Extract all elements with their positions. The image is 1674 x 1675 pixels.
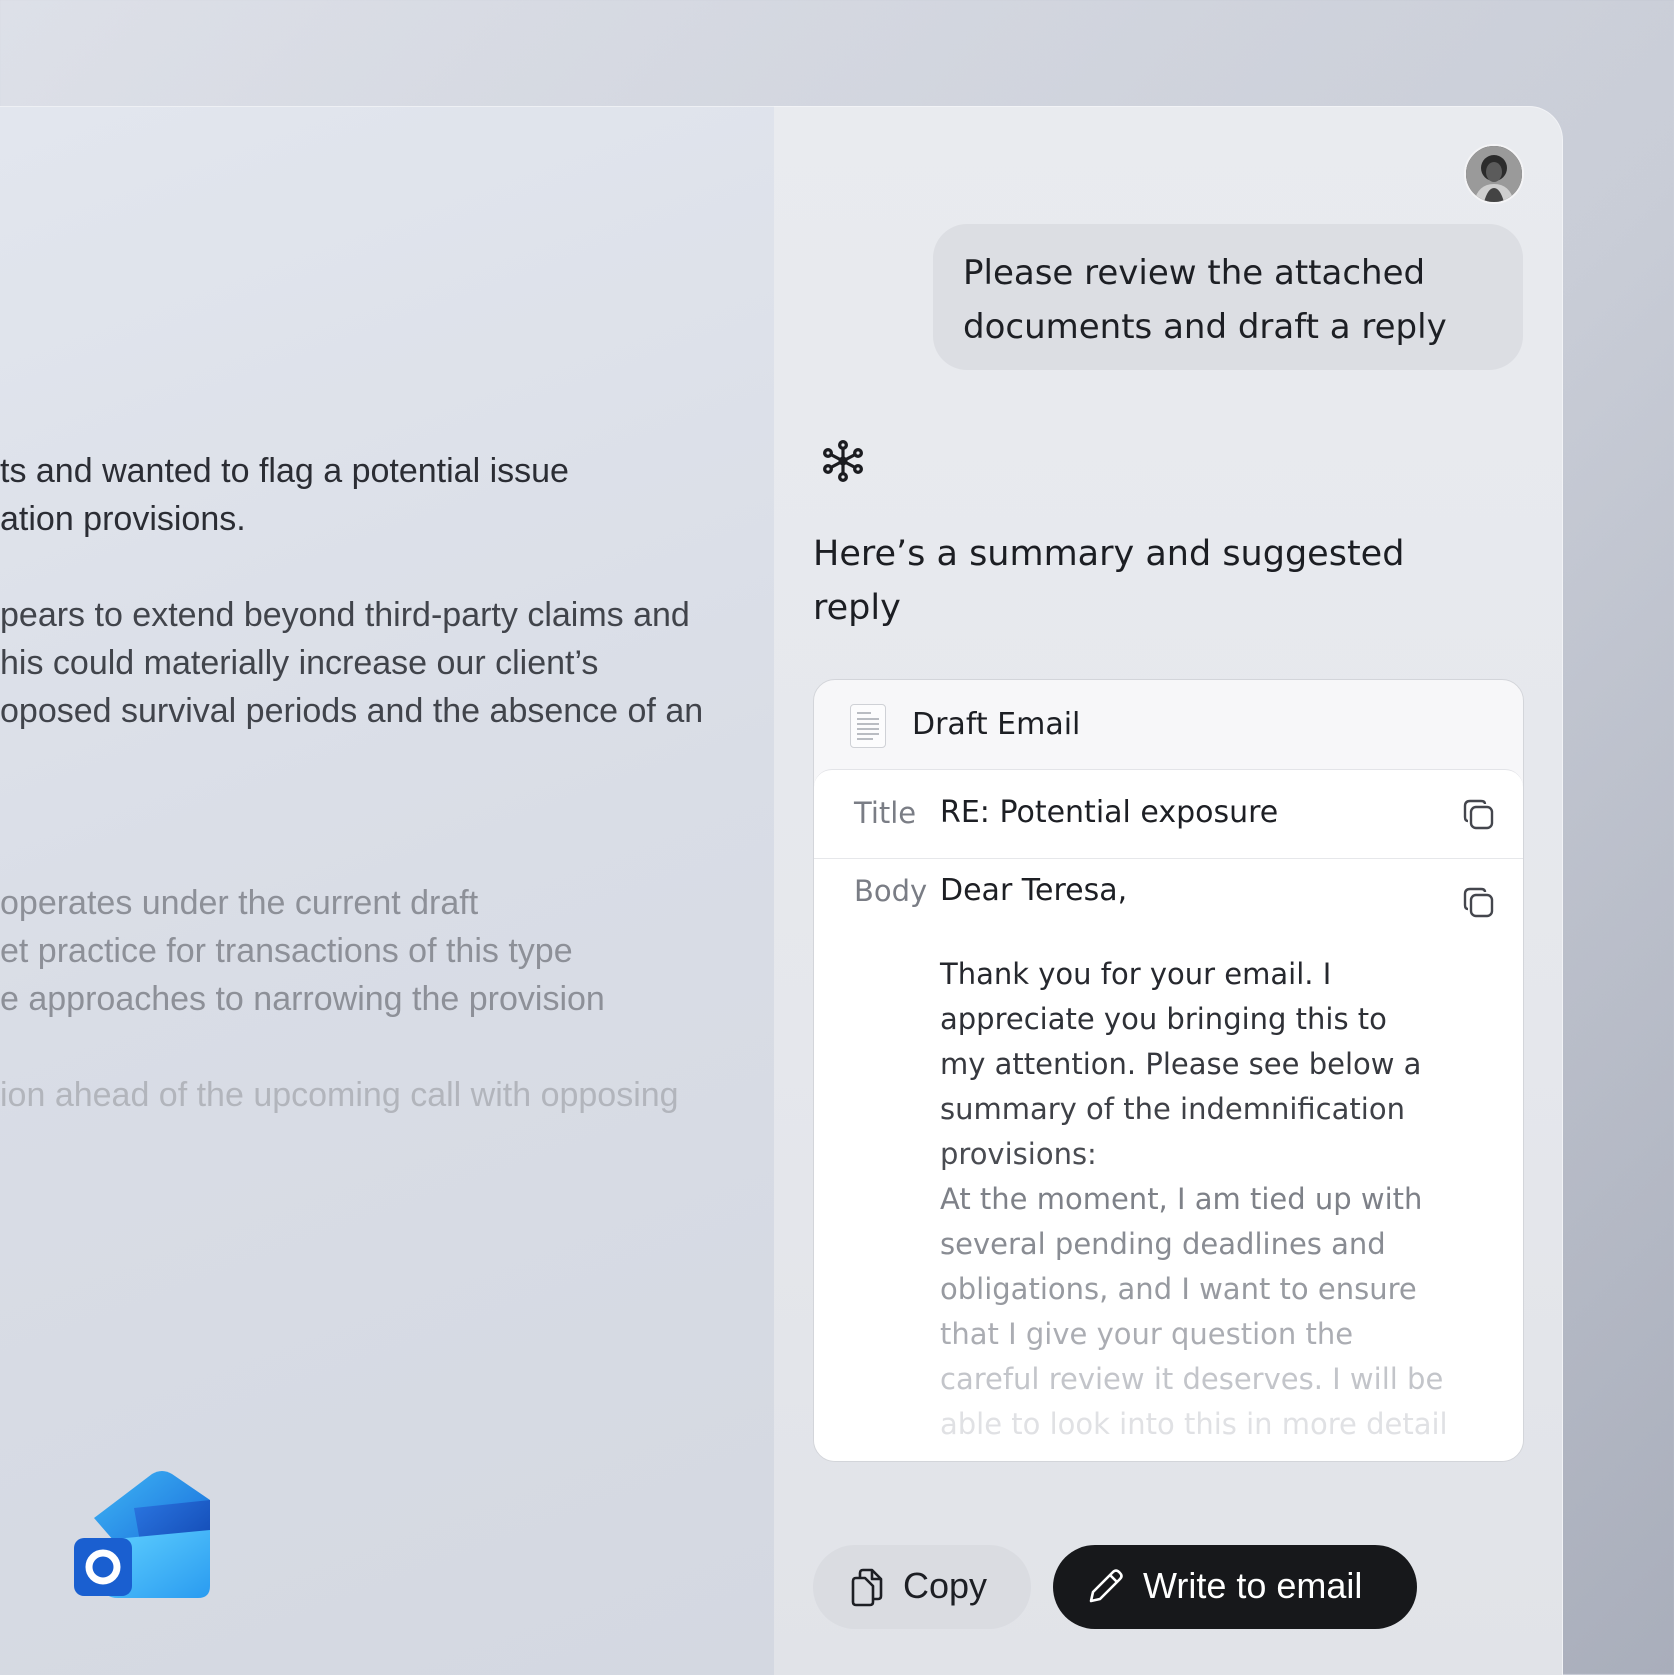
body-line: summary of the indemnification <box>940 1092 1405 1126</box>
email-line: ion ahead of the upcoming call with opposing <box>0 1076 679 1114</box>
email-line: oposed survival periods and the absence of an <box>0 692 704 730</box>
assistant-heading: Here’s a summary and suggested reply <box>813 534 1405 628</box>
write-to-email-button[interactable] <box>1053 1545 1417 1629</box>
copy-icon <box>847 1567 887 1607</box>
body-line: obligations, and I want to ensure <box>940 1272 1417 1306</box>
draft-email-fields <box>814 769 1523 1462</box>
body-text[interactable] <box>940 952 1448 1447</box>
body-line: my attention. Please see below a <box>940 1047 1422 1081</box>
body-label: Body <box>854 874 928 908</box>
email-paragraph-4 <box>0 1071 774 1119</box>
body-line: Thank you for your email. I <box>940 957 1332 991</box>
draft-email-title: Draft Email <box>912 707 1081 742</box>
email-line: his could materially increase our client’s <box>0 644 599 682</box>
email-line: pears to extend beyond third-party claims and <box>0 596 690 634</box>
draft-email-card <box>813 679 1524 1462</box>
body-line: several pending deadlines and <box>940 1227 1386 1261</box>
body-line: provisions: <box>940 1137 1097 1171</box>
assistant-logo-icon <box>818 436 868 486</box>
body-line: that I give your question the <box>940 1317 1354 1351</box>
document-icon <box>850 704 886 748</box>
avatar-portrait-icon <box>1466 146 1522 202</box>
title-value[interactable]: RE: Potential exposure <box>940 795 1279 830</box>
write-to-email-label: Write to email <box>1143 1565 1363 1606</box>
email-line: e approaches to narrowing the provision <box>0 980 605 1018</box>
draft-email-header <box>814 680 1523 770</box>
email-paragraph-1 <box>0 447 774 543</box>
copy-title-icon[interactable] <box>1462 798 1496 832</box>
email-paragraph-3 <box>0 879 774 1023</box>
user-avatar[interactable] <box>1464 144 1524 204</box>
email-line: operates under the current draft <box>0 884 479 922</box>
body-line: At the moment, I am tied up with <box>940 1182 1423 1216</box>
body-greeting[interactable]: Dear Teresa, <box>940 873 1128 908</box>
email-line: ts and wanted to flag a potential issue <box>0 452 569 490</box>
user-message-bubble: Please review the attached documents and draft a reply <box>933 224 1523 370</box>
outlook-logo <box>74 1468 214 1600</box>
email-paragraph-2 <box>0 591 774 735</box>
email-body <box>0 447 774 1119</box>
email-document-panel <box>0 106 774 1675</box>
field-divider <box>814 858 1523 859</box>
body-line: careful review it deserves. I will be <box>940 1362 1444 1396</box>
title-label: Title <box>854 796 917 830</box>
email-line: et practice for transactions of this type <box>0 932 573 970</box>
email-line: ation provisions. <box>0 500 246 538</box>
copy-button-label: Copy <box>903 1565 988 1606</box>
pencil-icon <box>1085 1567 1125 1607</box>
body-line: able to look into this in more detail <box>940 1407 1448 1441</box>
copy-button[interactable] <box>813 1545 1031 1629</box>
body-line: appreciate you bringing this to <box>940 1002 1387 1036</box>
copy-body-icon[interactable] <box>1462 886 1496 920</box>
